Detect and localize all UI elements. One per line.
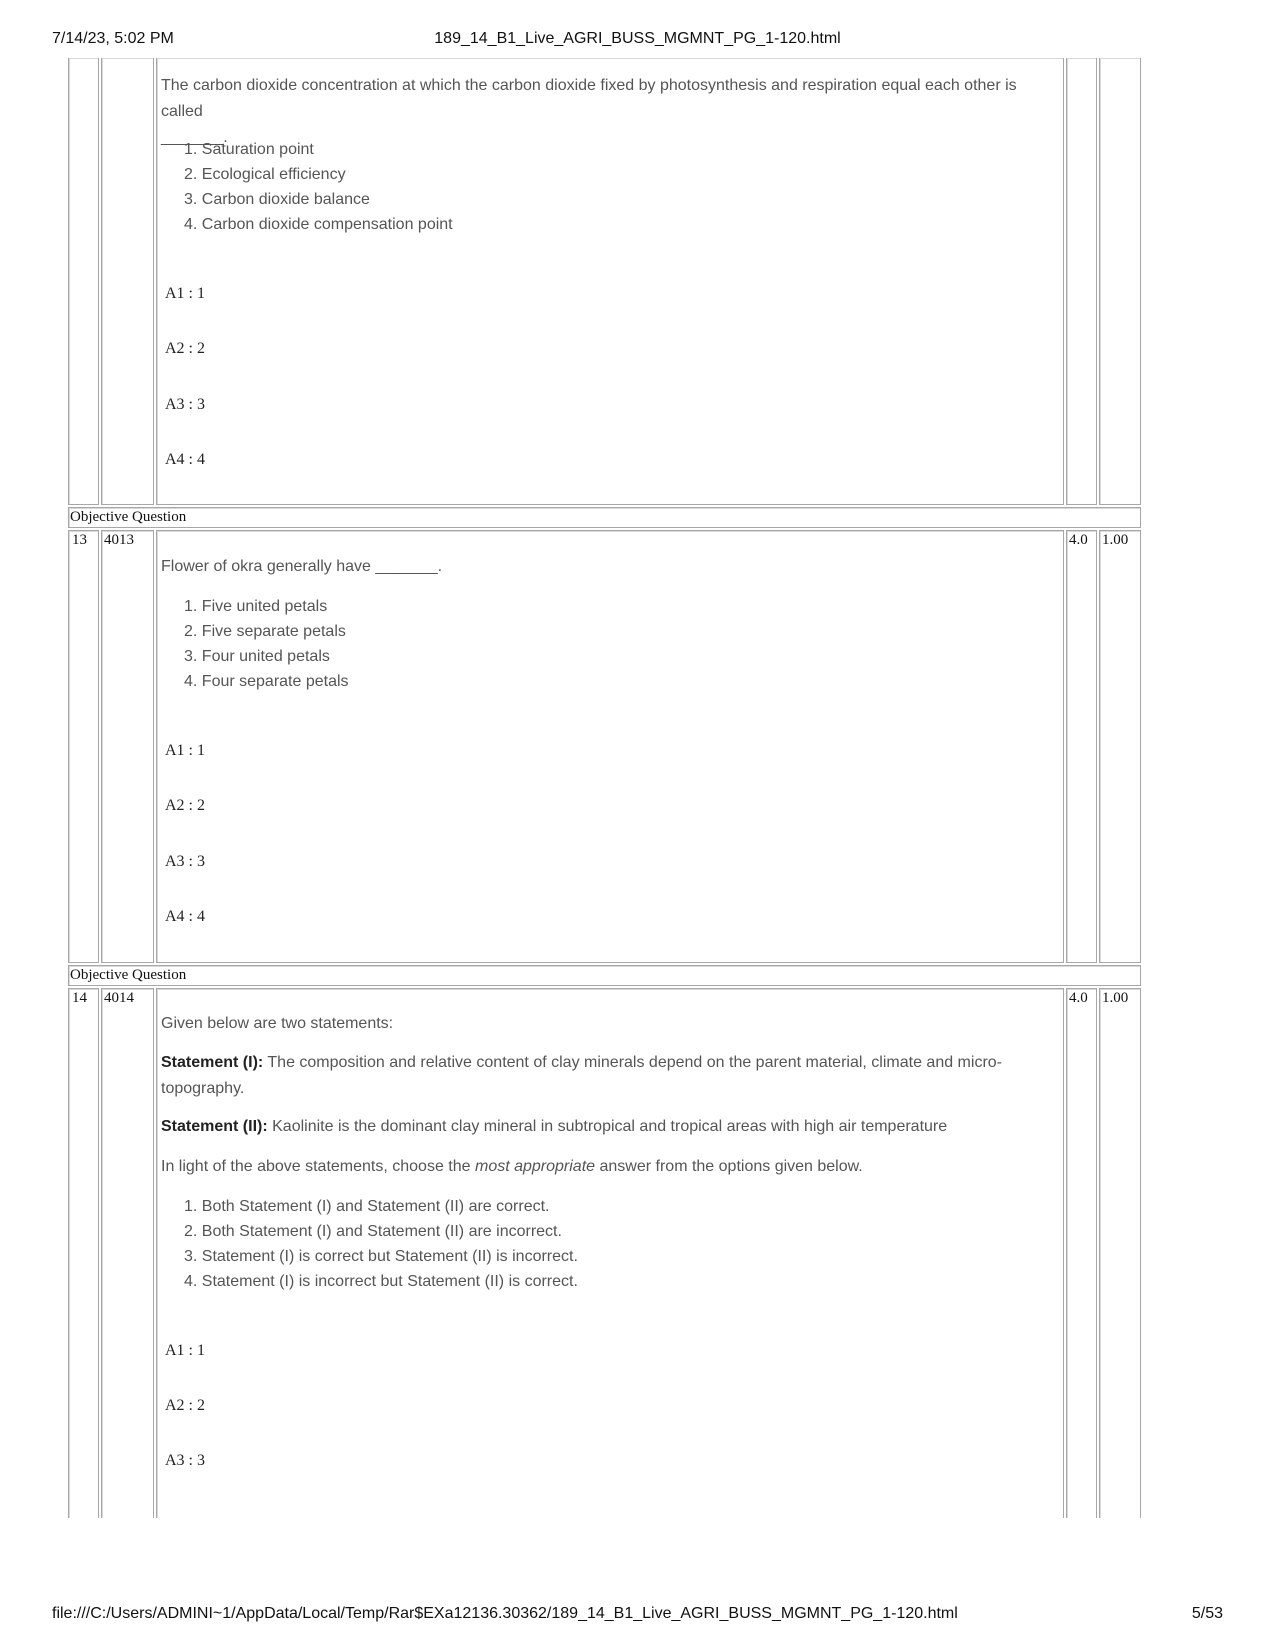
q13-marks-cell [1066,530,1097,963]
q12-qid-cell [101,58,154,505]
q13-answer-1: A1 : 1 [165,742,205,759]
q14-options [184,1194,578,1294]
statement-2-label: Statement (II): [161,1118,268,1135]
option: 1. Both Statement (I) and Statement (II) are correct. [184,1198,550,1215]
q14-marks: 4.0 [1069,990,1088,1006]
option: 2. Five separate petals [184,623,346,640]
option: 3. Statement (I) is correct but Statement (II) is incorrect. [184,1248,578,1265]
q14-negative-marks: 1.00 [1102,990,1129,1006]
q14-statement-1: Statement (I): The composition and relative content of clay minerals depend on the parent material, climate and micro- topography. [161,1054,1002,1097]
q14-marks-cell [1066,988,1097,1518]
q12-answer-1: A1 : 1 [165,285,205,302]
q14-answer-3: A3 : 3 [165,1452,205,1469]
q14-question-type: Objective Question [70,967,187,983]
q14-type-row [68,965,1141,986]
print-date: 7/14/23, 5:02 PM [52,30,174,47]
statement-1-label: Statement (I): [161,1054,264,1071]
q13-negative-cell [1099,530,1141,963]
q12-sno-cell [68,58,99,505]
option: 2. Both Statement (I) and Statement (II) are incorrect. [184,1223,562,1240]
q14-statement-2: Statement (II): Kaolinite is the dominant clay mineral in subtropical and tropical areas with high air temperature [161,1118,948,1135]
document-title: 189_14_B1_Live_AGRI_BUSS_MGMNT_PG_1-120.html [434,30,841,47]
option: 4. Statement (I) is incorrect but Statement (II) is correct. [184,1273,578,1290]
option: 1. Saturation point [184,141,314,158]
q13-serial-number: 13 [72,532,87,548]
option: 4. Four separate petals [184,673,349,690]
page-number: 5/53 [1191,1605,1223,1622]
q13-type-row [68,507,1141,528]
q13-marks: 4.0 [1069,532,1088,548]
q12-negative-cell [1099,58,1141,505]
q14-intro: Given below are two statements: [161,1015,394,1032]
q13-question-id: 4013 [104,532,134,548]
q14-question-id: 4014 [104,990,134,1006]
q12-question-text: The carbon dioxide concentration at which the carbon dioxide fixed by photosynthesis and respiration equal each other is called _______. [161,77,1017,146]
option: 3. Four united petals [184,648,330,665]
q14-negative-cell [1099,988,1141,1518]
q14-answer-1: A1 : 1 [165,1342,205,1359]
q13-answer-4: A4 : 4 [165,908,205,925]
q13-qid-cell [101,530,154,963]
q13-question-text: Flower of okra generally have _______. [161,558,443,575]
q14-qid-cell [101,988,154,1518]
q14-sno-cell [68,988,99,1518]
q12-answer-3: A3 : 3 [165,396,205,413]
q13-options [184,594,349,694]
option: 3. Carbon dioxide balance [184,191,370,208]
q12-answer-4: A4 : 4 [165,451,205,468]
q12-answer-2: A2 : 2 [165,340,205,357]
q14-instruction: In light of the above statements, choose the most appropriate answer from the options given below. [161,1158,863,1175]
option: 2. Ecological efficiency [184,166,346,183]
q14-answer-2: A2 : 2 [165,1397,205,1414]
option: 4. Carbon dioxide compensation point [184,216,453,233]
file-url: file:///C:/Users/ADMINI~1/AppData/Local/Temp/Rar$EXa12136.30362/189_14_B1_Live_AGRI_BUSS_MGMNT_PG_1-120.html [52,1605,958,1622]
q13-negative-marks: 1.00 [1102,532,1129,548]
q12-options [184,137,453,237]
q13-answer-2: A2 : 2 [165,797,205,814]
option: 1. Five united petals [184,598,328,615]
q13-answer-3: A3 : 3 [165,853,205,870]
q13-question-type: Objective Question [70,509,187,525]
q14-serial-number: 14 [72,990,87,1006]
q13-sno-cell [68,530,99,963]
q12-marks-cell [1066,58,1097,505]
